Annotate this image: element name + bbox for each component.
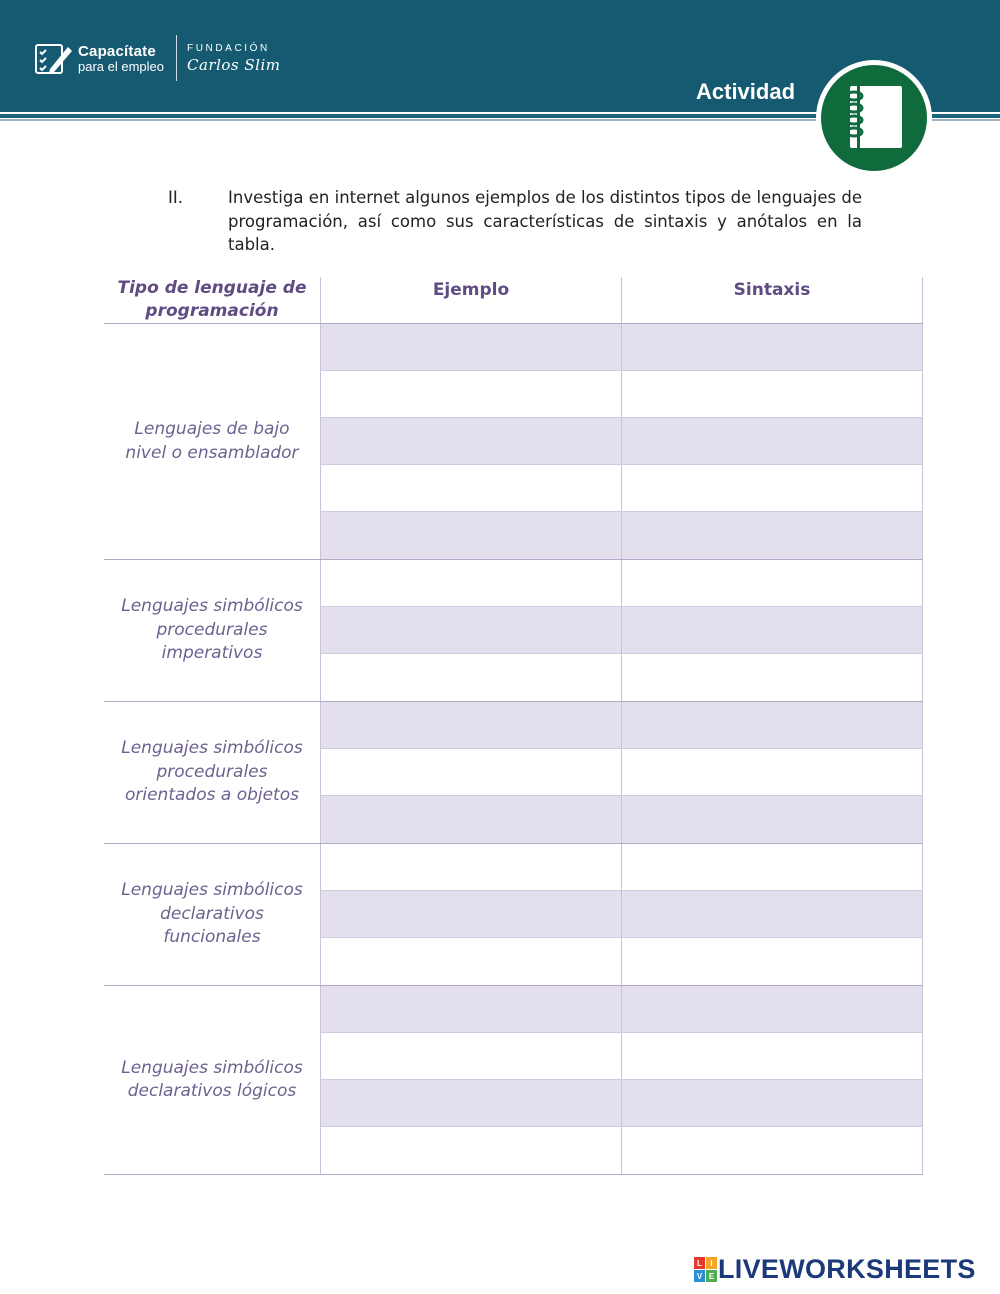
table-row (320, 844, 923, 891)
table-row (320, 1127, 923, 1174)
group-label-line: funcionales (163, 927, 261, 948)
example-cell[interactable] (320, 418, 621, 464)
brand-tagline: para el empleo (78, 58, 164, 74)
group-label-line: Lenguajes simbólicos (121, 596, 303, 617)
table-group (104, 324, 923, 560)
group-label-line: Lenguajes simbólicos (121, 880, 303, 901)
instruction (168, 186, 862, 257)
liveworksheets-logo (694, 1254, 976, 1284)
group-label (104, 324, 320, 559)
group-label-line: declarativos lógicos (127, 1081, 297, 1101)
group-label (104, 702, 320, 843)
example-cell[interactable] (320, 1127, 621, 1174)
example-cell[interactable] (320, 560, 621, 606)
syntax-cell[interactable] (621, 796, 923, 843)
checklist-pencil-icon (34, 41, 74, 75)
brand-name: Capacítate (78, 42, 156, 60)
syntax-cell[interactable] (621, 1080, 923, 1126)
group-label (104, 844, 320, 985)
live-badge-icon (694, 1257, 716, 1281)
group-label-line: imperativos (161, 643, 263, 664)
group-label-line: Lenguajes de bajo (134, 419, 290, 439)
table-row (320, 418, 923, 465)
group-label (104, 560, 320, 701)
syntax-cell[interactable] (621, 560, 923, 606)
table-row (320, 324, 923, 371)
group-label-line: procedurales (156, 619, 268, 640)
table-row (320, 702, 923, 749)
example-cell[interactable] (320, 891, 621, 937)
example-cell[interactable] (320, 324, 621, 370)
syntax-cell[interactable] (621, 702, 923, 748)
group-label-line: Lenguajes simbólicos (121, 738, 303, 759)
example-cell[interactable] (320, 465, 621, 511)
notebook-icon (814, 58, 934, 178)
syntax-cell[interactable] (621, 938, 923, 985)
syntax-cell[interactable] (621, 1127, 923, 1174)
table-row (320, 371, 923, 418)
badge-letter: E (706, 1270, 717, 1282)
instruction-number: II. (168, 188, 183, 207)
brand-logo (34, 38, 280, 78)
table-row (320, 465, 923, 512)
example-cell[interactable] (320, 371, 621, 417)
header-language-type-line: Tipo de lenguaje de (117, 278, 307, 298)
table-group (104, 844, 923, 986)
foundation-name: Carlos Slim (187, 55, 281, 74)
syntax-cell[interactable] (621, 986, 923, 1032)
table-group (104, 702, 923, 844)
table-row (320, 796, 923, 843)
syntax-cell[interactable] (621, 512, 923, 559)
example-cell[interactable] (320, 796, 621, 843)
header-syntax: Sintaxis (621, 277, 923, 323)
syntax-cell[interactable] (621, 607, 923, 653)
table-row (320, 654, 923, 701)
brand-divider (176, 35, 177, 81)
example-cell[interactable] (320, 702, 621, 748)
syntax-cell[interactable] (621, 371, 923, 417)
group-label (104, 986, 320, 1174)
programming-languages-table (104, 277, 923, 1175)
example-cell[interactable] (320, 512, 621, 559)
header-example: Ejemplo (320, 277, 621, 323)
example-cell[interactable] (320, 1080, 621, 1126)
table-row (320, 560, 923, 607)
syntax-cell[interactable] (621, 749, 923, 795)
syntax-cell[interactable] (621, 654, 923, 701)
example-cell[interactable] (320, 938, 621, 985)
table-row (320, 1033, 923, 1080)
syntax-cell[interactable] (621, 324, 923, 370)
table-group (104, 560, 923, 702)
example-cell[interactable] (320, 607, 621, 653)
example-cell[interactable] (320, 1033, 621, 1079)
group-label-line: nivel o ensamblador (125, 442, 299, 463)
syntax-cell[interactable] (621, 891, 923, 937)
table-row (320, 891, 923, 938)
syntax-cell[interactable] (621, 465, 923, 511)
group-label-line: orientados a objetos (124, 785, 299, 806)
badge-letter: V (694, 1270, 705, 1282)
badge-letter: I (706, 1257, 717, 1269)
table-header (104, 277, 923, 324)
syntax-cell[interactable] (621, 844, 923, 890)
example-cell[interactable] (320, 749, 621, 795)
liveworksheets-wordmark: LIVEWORKSHEETS (718, 1253, 976, 1284)
table-row (320, 607, 923, 654)
table-row (320, 512, 923, 559)
table-group (104, 986, 923, 1175)
table-row (320, 749, 923, 796)
group-label-line: declarativos (160, 903, 264, 924)
header-language-type-line: programación (145, 301, 279, 321)
syntax-cell[interactable] (621, 418, 923, 464)
instruction-text: Investiga en internet algunos ejemplos de los distintos tipos de lenguajes de programación, así como sus características de sintaxis y anótalos en la tabla. (228, 188, 862, 254)
table-row (320, 1080, 923, 1127)
table-row (320, 986, 923, 1033)
table-row (320, 938, 923, 985)
group-label-line: procedurales (156, 761, 268, 782)
activity-title: Actividad (696, 79, 796, 104)
badge-letter: L (694, 1257, 705, 1269)
syntax-cell[interactable] (621, 1033, 923, 1079)
foundation-label: FUNDACIÓN (187, 42, 270, 54)
example-cell[interactable] (320, 654, 621, 701)
example-cell[interactable] (320, 844, 621, 890)
example-cell[interactable] (320, 986, 621, 1032)
header-language-type (104, 277, 320, 323)
group-label-line: Lenguajes simbólicos (121, 1057, 303, 1078)
